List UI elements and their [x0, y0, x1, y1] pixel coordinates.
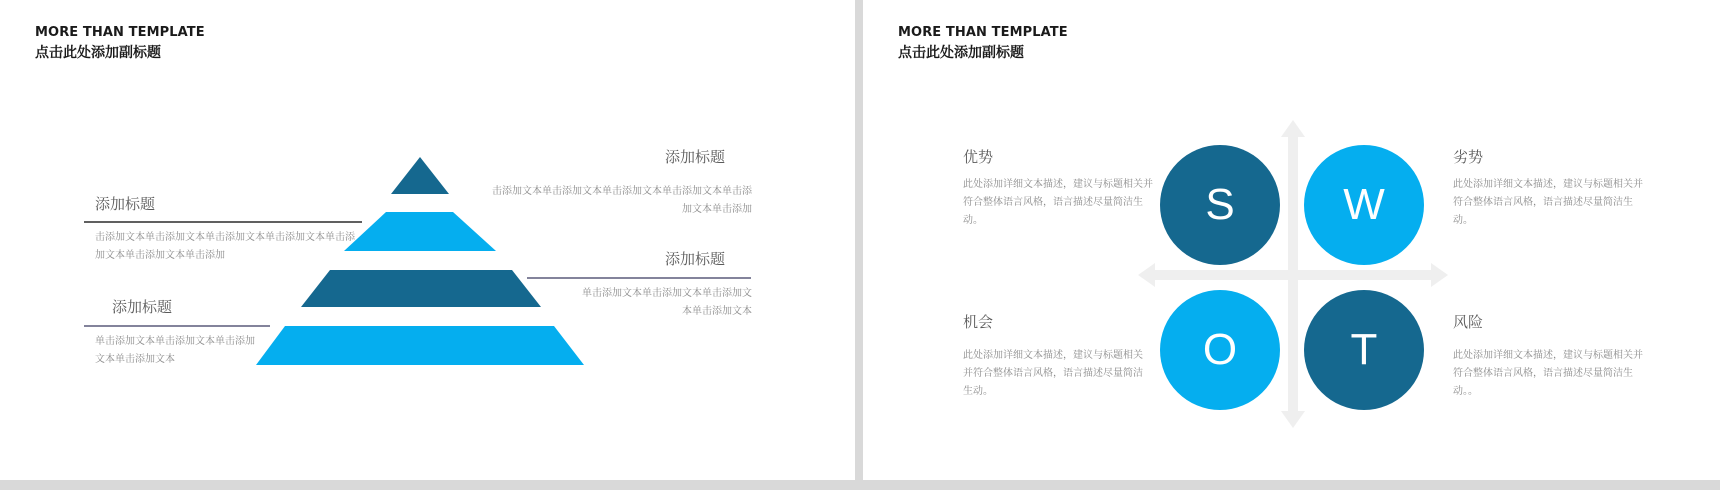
- pyramid-tier-1: [391, 157, 449, 194]
- pyramid-tier-3: [301, 270, 541, 307]
- quadrant-title-strengths: 优势: [963, 148, 994, 166]
- block-title-right-lower: 添加标题: [665, 250, 726, 268]
- slide-subtitle: 点击此处添加副标题: [898, 45, 1024, 61]
- block-title-left-upper: 添加标题: [95, 195, 156, 213]
- quadrant-title-opportunities: 机会: [963, 313, 994, 331]
- horizontal-arrow-shaft: [1153, 270, 1433, 280]
- swot-s-circle: S: [1160, 145, 1280, 265]
- pyramid-slide: [0, 0, 855, 480]
- swot-slide: [863, 0, 1720, 480]
- quadrant-title-weaknesses: 劣势: [1453, 148, 1484, 166]
- quadrant-text-weaknesses: 此处添加详细文本描述，建议与标题相关并符合整体语言风格，语言描述尽量简洁生动。: [1453, 179, 1643, 226]
- arrow-head-right: [1431, 263, 1448, 287]
- pyramid-tier-4: [256, 326, 584, 365]
- pyramid-tier-2: [344, 212, 496, 251]
- slide-header-english: MORE THAN TEMPLATE: [898, 25, 1068, 40]
- block-text-right-lower: 单击添加文本单击添加文本单击添加文本单击添加文本: [582, 288, 752, 317]
- block-title-top-right: 添加标题: [665, 148, 726, 166]
- swot-t-circle: T: [1304, 290, 1424, 410]
- arrow-head-down: [1281, 411, 1305, 428]
- block-text-left-lower: 单击添加文本单击添加文本单击添加文本单击添加文本: [95, 336, 255, 365]
- quadrant-title-threats: 风险: [1453, 313, 1484, 331]
- swot-o-circle: O: [1160, 290, 1280, 410]
- block-title-left-lower: 添加标题: [112, 298, 173, 316]
- arrow-head-left: [1138, 263, 1155, 287]
- slide-header-english: MORE THAN TEMPLATE: [35, 25, 205, 40]
- slide-subtitle: 点击此处添加副标题: [35, 45, 161, 61]
- quadrant-text-opportunities: 此处添加详细文本描述，建议与标题相关并符合整体语言风格，语言描述尽量简洁生动。: [963, 350, 1143, 397]
- quadrant-text-threats: 此处添加详细文本描述，建议与标题相关并符合整体语言风格，语言描述尽量简洁生动。。: [1453, 350, 1643, 397]
- cross-arrows: [863, 0, 1720, 480]
- quadrant-text-strengths: 此处添加详细文本描述，建议与标题相关并符合整体语言风格，语言描述尽量简洁生动。: [963, 179, 1153, 226]
- swot-w-circle: W: [1304, 145, 1424, 265]
- arrow-head-up: [1281, 120, 1305, 137]
- block-text-left-upper: 击添加文本单击添加文本单击添加文本单击添加文本单击添加文本单击添加文本单击添加: [95, 232, 355, 261]
- block-text-top-right: 击添加文本单击添加文本单击添加文本单击添加文本单击添加文本单击添加: [492, 186, 752, 215]
